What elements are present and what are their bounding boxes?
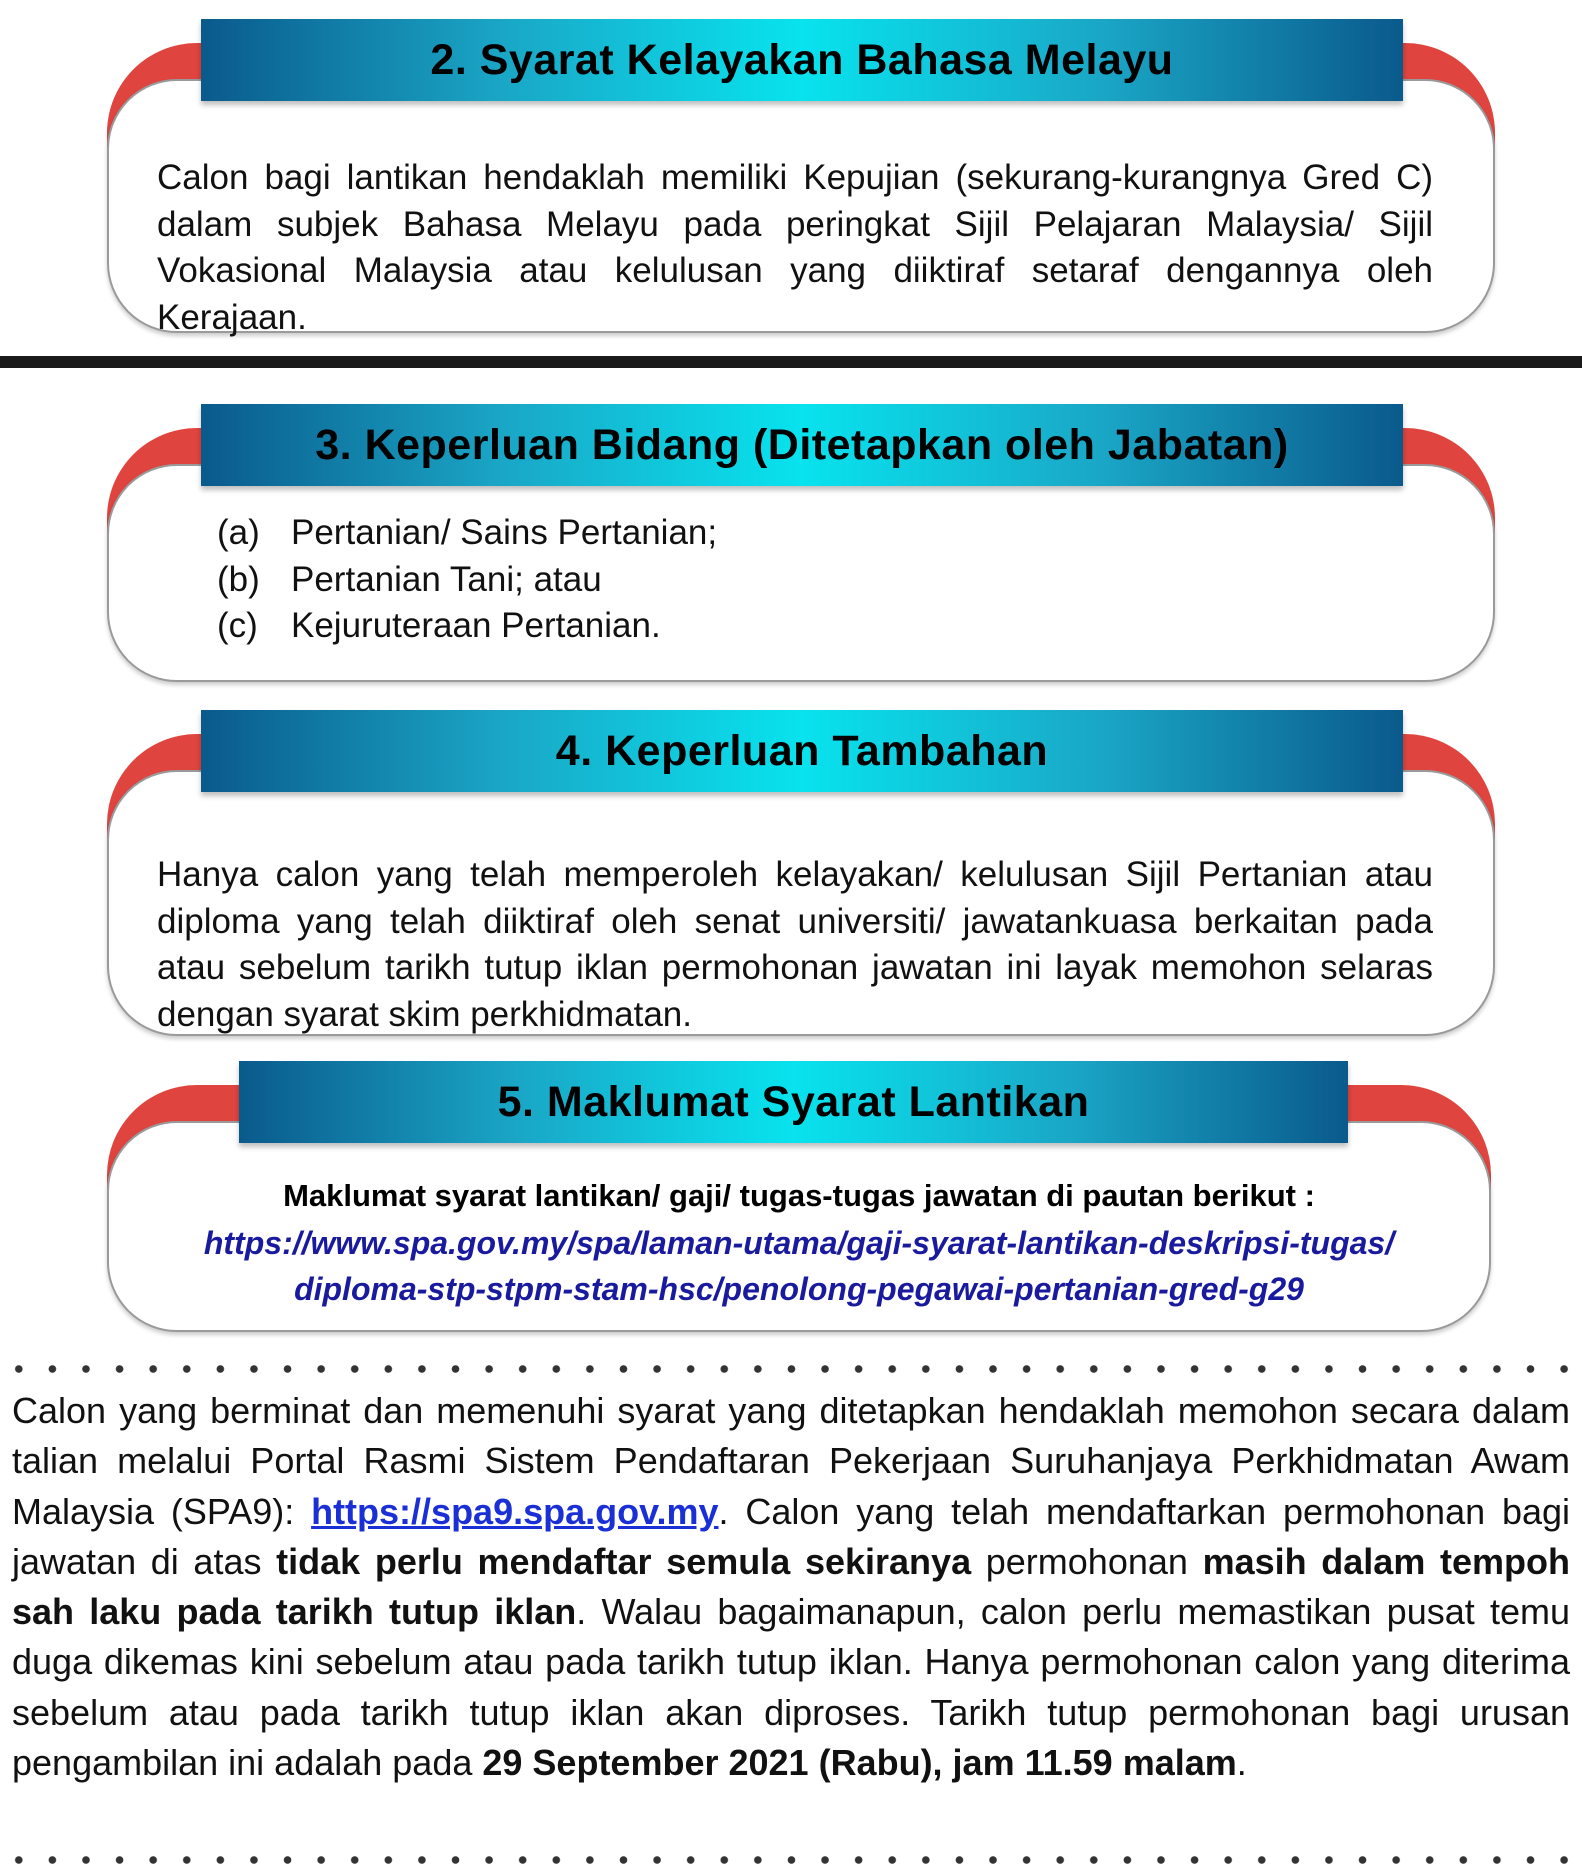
section-3-title: 3. Keperluan Bidang (Ditetapkan oleh Jabatan) (201, 404, 1403, 486)
section-4-title: 4. Keperluan Tambahan (201, 710, 1403, 792)
list-item: (a) Pertanian/ Sains Pertanian; (217, 513, 718, 552)
section-4-card (107, 726, 1495, 1036)
list-item: (c) Kejuruteraan Pertanian. (217, 606, 661, 645)
divider (0, 356, 1582, 368)
section-2-text: Calon bagi lantikan hendaklah memiliki Kepujian (sekurang-kurangnya Gred C) dalam subjek Bahasa Melayu pada peringkat Sijil Pelajaran Malaysia/ Sijil Vokasional Malaysia atau kelulusan yang diiktiraf setaraf dengannya oleh Kerajaan. (157, 158, 1433, 337)
application-paragraph: Calon yang berminat dan memenuhi syarat yang ditetapkan hendaklah memohon secara dalam talian melalui Portal Rasmi Sistem Pendaftaran Pekerjaan Suruhanjaya Perkhidmatan Awam Malaysia (SPA9): https://spa9.spa.gov.my. Calon yang telah mendaftarkan permohonan bagi jawatan di atas tidak perlu mendaftar semula sekiranya permohonan masih dalam tempoh sah laku pada tarikh tutup iklan. Walau bagaimanapun, calon perlu memastikan pusat temu duga dikemas kini sebelum atau pada tarikh tutup iklan. Hanya permohonan calon yang diterima sebelum atau pada tarikh tutup iklan akan diproses. Tarikh tutup permohonan bagi urusan pengambilan ini adalah pada 29 September 2021 (Rabu), jam 11.59 malam. (12, 1390, 1571, 1784)
closing-date: 29 September 2021 (Rabu), jam 11.59 malam (482, 1742, 1237, 1784)
section-2-card (107, 35, 1495, 337)
section-5-card (107, 1077, 1491, 1332)
section-5-link-line-1[interactable]: https://www.spa.gov.my/spa/laman-utama/gaji-syarat-lantikan-deskripsi-tugas/ (203, 1224, 1395, 1261)
dotted-divider (0, 1855, 1582, 1865)
spa9-link[interactable]: https://spa9.spa.gov.my (311, 1490, 719, 1532)
card-body (107, 770, 1495, 1036)
dotted-divider (0, 1364, 1582, 1374)
section-5-title: 5. Maklumat Syarat Lantikan (239, 1061, 1348, 1143)
section-5-link-line-2[interactable]: diploma-stp-stpm-stam-hsc/penolong-pegawai-pertanian-gred-g29 (294, 1271, 1304, 1307)
list-item: (b) Pertanian Tani; atau (217, 559, 602, 599)
card-body (107, 464, 1495, 682)
card-body (107, 1121, 1491, 1332)
card-body (107, 79, 1495, 337)
section-5-intro: Maklumat syarat lantikan/ gaji/ tugas-tugas jawatan di pautan berikut : (283, 1178, 1315, 1213)
field-list (217, 510, 717, 650)
section-3-card (107, 420, 1495, 682)
section-4-text: Hanya calon yang telah memperoleh kelayakan/ kelulusan Sijil Pertanian atau diploma yang telah diiktiraf oleh senat universiti/ jawatankuasa berkaitan pada atau sebelum tarikh tutup iklan permohonan jawatan ini layak memohon selaras dengan syarat skim perkhidmatan. (157, 855, 1433, 1034)
section-2-title: 2. Syarat Kelayakan Bahasa Melayu (201, 19, 1403, 101)
